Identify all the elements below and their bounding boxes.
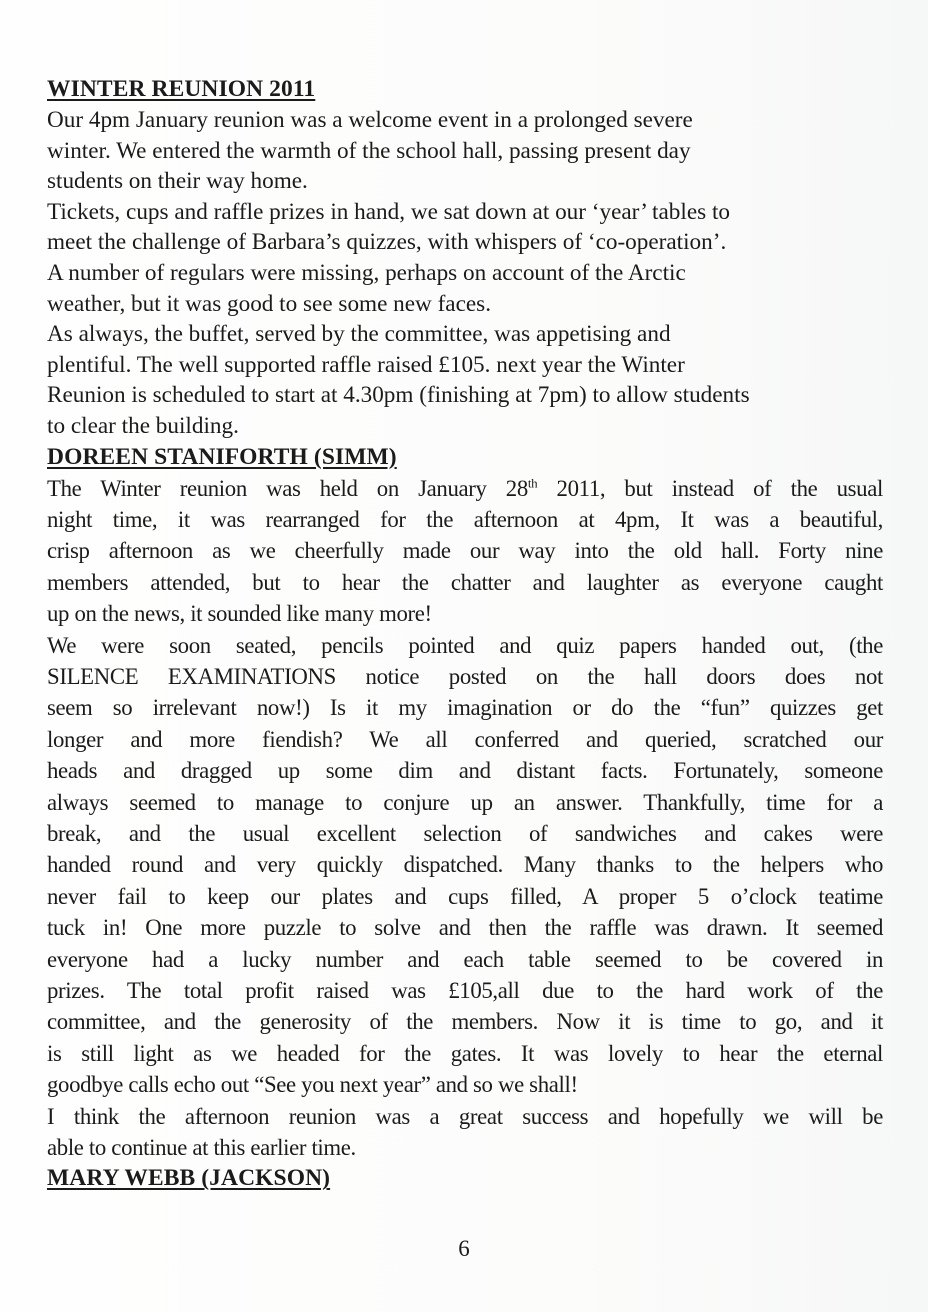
text-line: longer and more fiendish? We all conferred and queried, scratched our	[47, 726, 883, 752]
page-number: 6	[458, 1236, 470, 1261]
text-line: prizes. The total profit raised was £105,all due to the hard work of the	[47, 978, 883, 1004]
text-line: Tickets, cups and raffle prizes in hand, we sat down at our ‘year’ tables to	[47, 198, 730, 225]
text-line: I think the afternoon reunion was a great success and hopefully we will be	[47, 1103, 883, 1129]
text-line: SILENCE EXAMINATIONS notice posted on the hall doors does not	[47, 663, 883, 689]
text-line: never fail to keep our plates and cups filled, A proper 5 o’clock teatime	[47, 883, 883, 909]
text-line: goodbye calls echo out “See you next year” and so we shall!	[47, 1072, 578, 1098]
text-line: Reunion is scheduled to start at 4.30pm (finishing at 7pm) to allow students	[47, 382, 750, 409]
text-fragment: 2011, but instead of the usual	[537, 475, 883, 501]
section-body	[47, 105, 883, 442]
text-line: tuck in! One more puzzle to solve and then the raffle was drawn. It seemed	[47, 915, 883, 941]
text-line: night time, it was rearranged for the afternoon at 4pm, It was a beautiful,	[47, 506, 883, 532]
text-line: We were soon seated, pencils pointed and quiz papers handed out, (the	[47, 632, 883, 658]
text-line: plentiful. The well supported raffle raised £105. next year the Winter	[47, 351, 685, 378]
text-line: members attended, but to hear the chatter and laughter as everyone caught	[47, 569, 883, 595]
text-line: seem so irrelevant now!) Is it my imagination or do the “fun” quizzes get	[47, 695, 883, 721]
text-line	[47, 473, 883, 504]
text-line: weather, but it was good to see some new faces.	[47, 290, 492, 317]
section-body	[47, 473, 883, 1164]
text-line: to clear the building.	[47, 412, 239, 439]
page-content	[47, 74, 883, 1194]
text-line: crisp afternoon as we cheerfully made our way into the old hall. Forty nine	[47, 538, 883, 564]
text-line: able to continue at this earlier time.	[47, 1135, 356, 1161]
text-fragment: The Winter reunion was held on January 28	[47, 475, 528, 501]
text-line: committee, and the generosity of the members. Now it is time to go, and it	[47, 1009, 883, 1035]
text-line: A number of regulars were missing, perhaps on account of the Arctic	[47, 259, 686, 286]
text-line: is still light as we headed for the gates. It was lovely to hear the eternal	[47, 1040, 883, 1066]
text-line: heads and dragged up some dim and distant facts. Fortunately, someone	[47, 758, 883, 784]
text-line: up on the news, it sounded like many more!	[47, 601, 432, 627]
author-signature: DOREEN STANIFORTH (SIMM)	[47, 443, 397, 470]
text-line: break, and the usual excellent selection of sandwiches and cakes were	[47, 821, 883, 846]
text-line: meet the challenge of Barbara’s quizzes, with whispers of ‘co-operation’.	[47, 229, 727, 256]
text-line: always seemed to manage to conjure up an answer. Thankfully, time for a	[47, 789, 883, 815]
text-line: winter. We entered the warmth of the school hall, passing present day	[47, 137, 691, 164]
text-line: handed round and very quickly dispatched. Many thanks to the helpers who	[47, 852, 883, 878]
text-line: everyone had a lucky number and each table seemed to be covered in	[47, 946, 883, 972]
text-line: students on their way home.	[47, 168, 308, 195]
section-heading: WINTER REUNION 2011	[47, 76, 316, 102]
text-line: As always, the buffet, served by the committee, was appetising and	[47, 321, 671, 348]
ordinal-suffix: th	[527, 474, 538, 490]
text-line: Our 4pm January reunion was a welcome event in a prolonged severe	[47, 107, 693, 133]
author-signature: MARY WEBB (JACKSON)	[47, 1165, 331, 1192]
